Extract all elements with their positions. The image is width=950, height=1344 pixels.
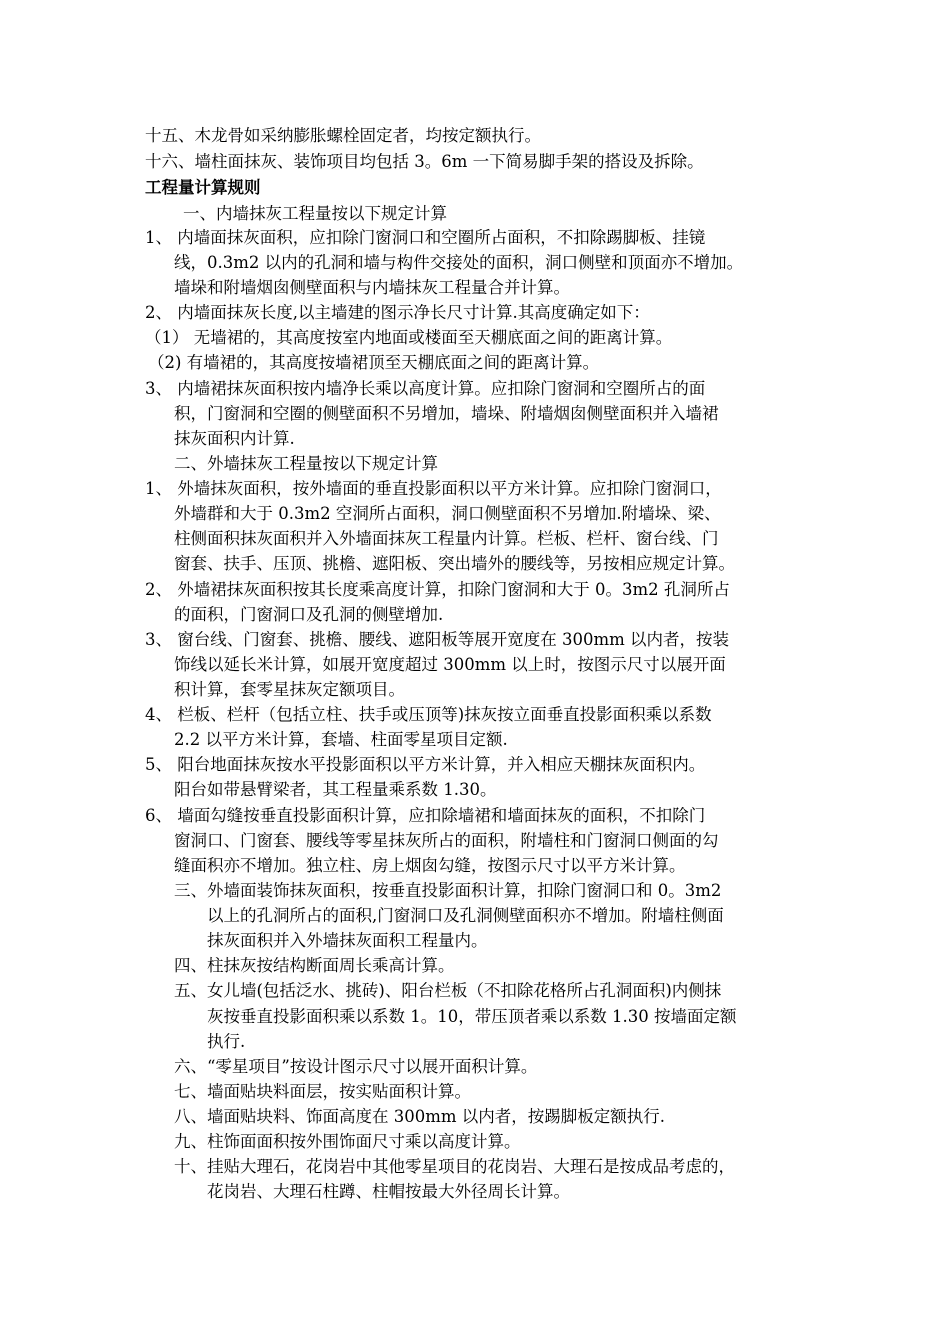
text-line: 积计算，套零星抹灰定额项目。 — [174, 680, 405, 699]
section-heading: 工程量计算规则 — [145, 178, 261, 197]
text-line: 2.2 以平方米计算，套墙、柱面零星项目定额. — [174, 730, 508, 749]
text-line: （2) 有墙裙的，其高度按墙裙顶至天棚底面之间的距离计算。 — [148, 353, 600, 372]
text-line: 5、 阳台地面抹灰按水平投影面积以平方米计算，并入相应天棚抹灰面积内。 — [145, 755, 706, 774]
text-line: 积，门窗洞和空圈的侧壁面积不另增加，墙垛、附墙烟囱侧壁面积并入墙裙 — [174, 404, 719, 423]
text-line: 五、女儿墙(包括泛水、挑砖)、阳台栏板（不扣除花格所占孔洞面积)内侧抹 — [174, 981, 722, 1000]
text-line: 2、 内墙面抹灰长度,以主墙建的图示净长尺寸计算.其高度确定如下： — [145, 303, 650, 322]
text-line: 以上的孔洞所占的面积,门窗洞口及孔洞侧壁面积亦不增加。附墙柱侧面 — [207, 906, 724, 925]
text-line: 三、外墙面装饰抹灰面积，按垂直投影面积计算，扣除门窗洞口和 0。3m2 — [174, 881, 722, 900]
subsection-heading: 二、外墙抹灰工程量按以下规定计算 — [174, 454, 438, 473]
text-line: 窗套、扶手、压顶、挑檐、遮阳板、突出墙外的腰线等，另按相应规定计算。 — [174, 554, 735, 573]
text-line: 3、 内墙裙抹灰面积按内墙净长乘以高度计算。应扣除门窗洞和空圈所占的面 — [145, 379, 706, 398]
text-line: 缝面积亦不增加。独立柱、房上烟囱勾缝，按图示尺寸以平方米计算。 — [174, 856, 686, 875]
text-line: 外墙群和大于 0.3m2 空洞所占面积，洞口侧壁面积不另增加.附墙垛、梁、 — [174, 504, 721, 523]
text-line: 七、墙面贴块料面层，按实贴面积计算。 — [174, 1082, 471, 1101]
text-line: 柱侧面积抹灰面积并入外墙面抹灰工程量内计算。栏板、栏杆、窗台线、门 — [174, 529, 719, 548]
text-line: 线，0.3m2 以内的孔洞和墙与构件交接处的面积，洞口侧壁和顶面亦不增加。 — [174, 253, 744, 272]
text-line: 四、柱抹灰按结构断面周长乘高计算。 — [174, 956, 455, 975]
text-line: 窗洞口、门窗套、腰线等零星抹灰所占的面积，附墙柱和门窗洞口侧面的勾 — [174, 831, 719, 850]
text-line: （1） 无墙裙的，其高度按室内地面或楼面至天棚底面之间的距离计算。 — [145, 328, 673, 347]
text-line: 2、 外墙裙抹灰面积按其长度乘高度计算，扣除门窗洞和大于 0。3m2 孔洞所占 — [145, 580, 730, 599]
text-line: 3、 窗台线、门窗套、挑檐、腰线、遮阳板等展开宽度在 300mm 以内者，按装 — [145, 630, 730, 649]
text-line: 执行. — [207, 1032, 246, 1051]
text-line: 墙垛和附墙烟囱侧壁面积与内墙抹灰工程量合并计算。 — [174, 278, 570, 297]
text-line: 花岗岩、大理石柱蹲、柱帽按最大外径周长计算。 — [207, 1182, 570, 1201]
text-line: 抹灰面积并入外墙抹灰面积工程量内。 — [207, 931, 488, 950]
text-line: 的面积，门窗洞口及孔洞的侧壁增加. — [174, 605, 444, 624]
text-line: 十六、墙柱面抹灰、装饰项目均包括 3。6m 一下简易脚手架的搭设及拆除。 — [145, 152, 704, 171]
text-line: 6、 墙面勾缝按垂直投影面积计算，应扣除墙裙和墙面抹灰的面积，不扣除门 — [145, 806, 706, 825]
text-line: 1、 外墙抹灰面积，按外墙面的垂直投影面积以平方米计算。应扣除门窗洞口， — [145, 479, 722, 498]
text-line: 十、挂贴大理石，花岗岩中其他零星项目的花岗岩、大理石是按成品考虑的， — [174, 1157, 735, 1176]
text-line: 九、柱饰面面积按外围饰面尺寸乘以高度计算。 — [174, 1132, 521, 1151]
text-line: 1、 内墙面抹灰面积，应扣除门窗洞口和空圈所占面积，不扣除踢脚板、挂镜 — [145, 228, 706, 247]
text-line: 饰线以延长米计算，如展开宽度超过 300mm 以上时，按图示尺寸以展开面 — [174, 655, 726, 674]
text-line: 阳台如带悬臂梁者，其工程量乘系数 1.30。 — [174, 780, 497, 799]
text-line: 十五、木龙骨如采纳膨胀螺栓固定者，均按定额执行。 — [145, 126, 541, 145]
subsection-heading: 一、内墙抹灰工程量按以下规定计算 — [183, 204, 447, 223]
text-line: 六、“零星项目”按设计图示尺寸以展开面积计算。 — [174, 1057, 538, 1076]
text-line: 八、墙面贴块料、饰面高度在 300mm 以内者，按踢脚板定额执行. — [174, 1107, 666, 1126]
text-line: 抹灰面积内计算. — [174, 429, 295, 448]
text-line: 4、 栏板、栏杆（包括立柱、扶手或压顶等)抹灰按立面垂直投影面积乘以系数 — [145, 705, 712, 724]
text-line: 灰按垂直投影面积乘以系数 1。10，带压顶者乘以系数 1.30 按墙面定额 — [207, 1007, 737, 1026]
